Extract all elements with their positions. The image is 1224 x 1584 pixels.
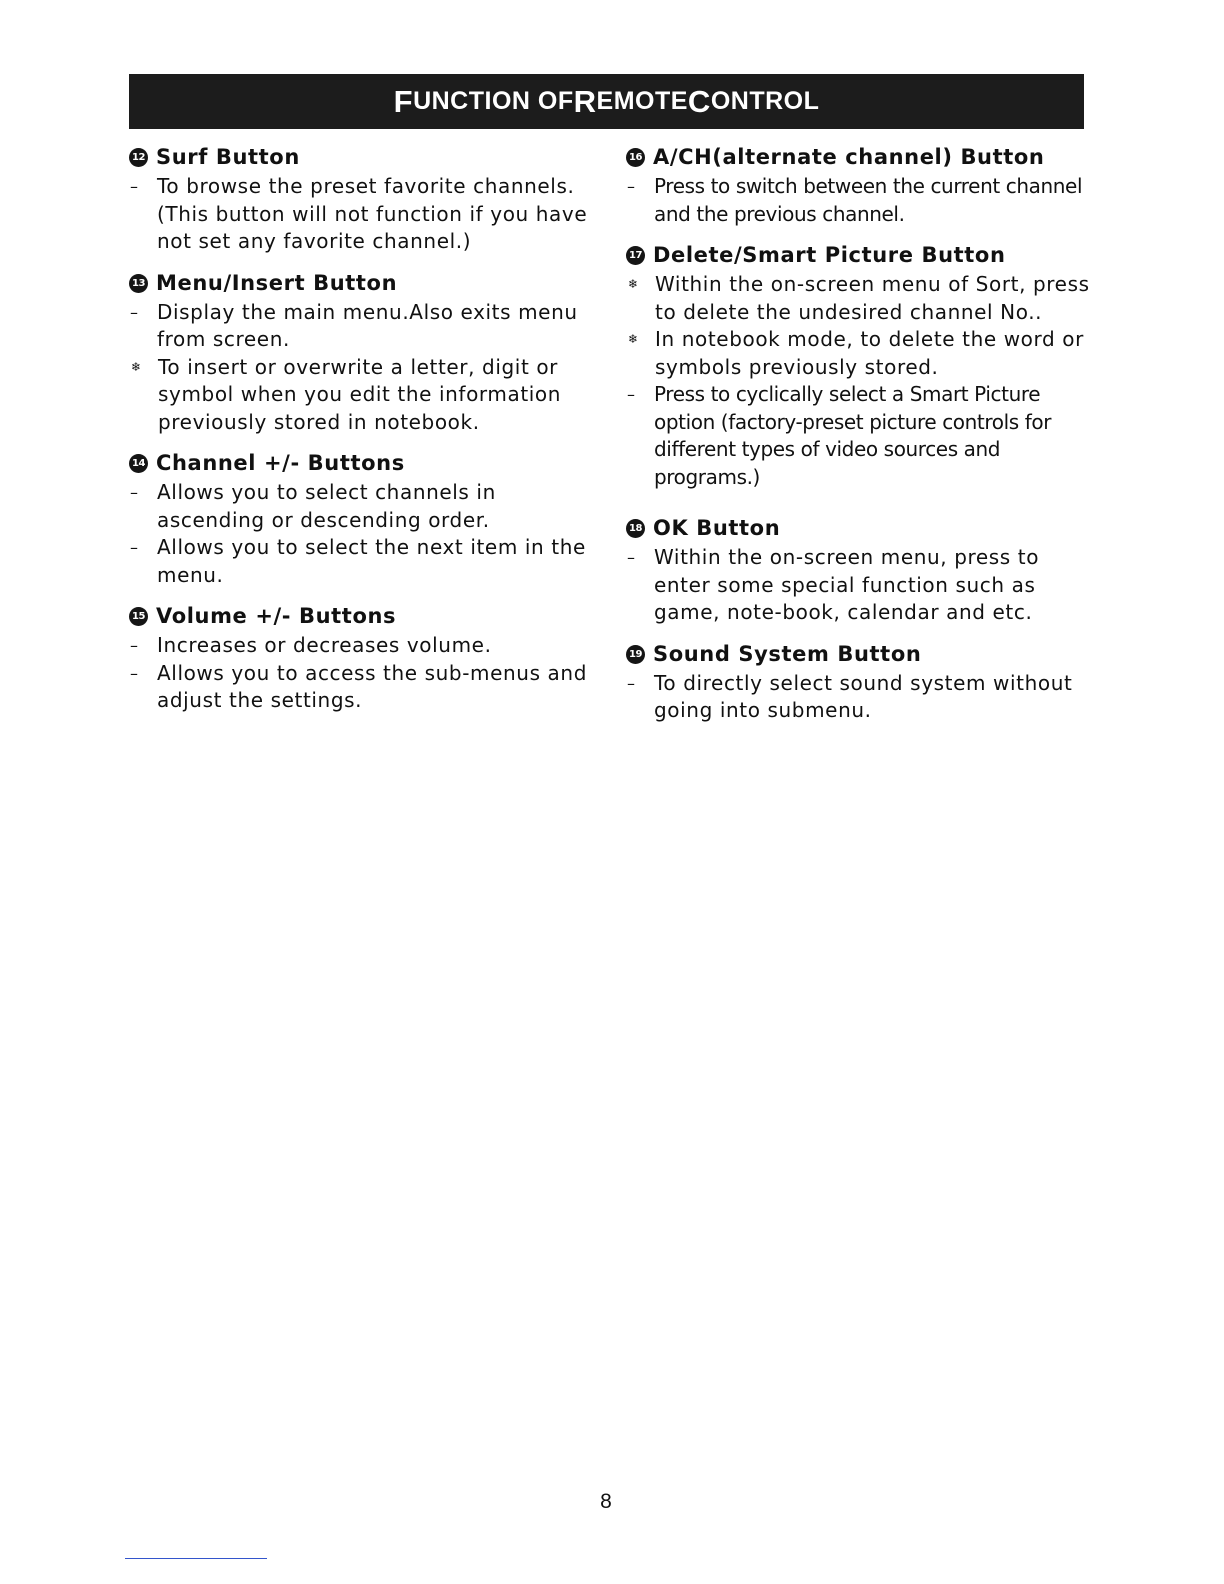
title-part: F [393, 83, 414, 119]
list-item [129, 299, 599, 354]
list-item [626, 326, 1096, 381]
section-heading [129, 601, 599, 632]
item-text: To insert or overwrite a letter, digit or symbol when you edit the information previously stored in notebook. [158, 354, 562, 434]
number-14-icon: 14 [129, 454, 148, 473]
list-item [626, 670, 1096, 725]
number-19-icon: 19 [626, 645, 645, 664]
dash-bullet: – [130, 483, 139, 502]
number-18-icon: 18 [626, 519, 645, 538]
list-item [129, 632, 599, 660]
section-menu-insert-button [129, 268, 599, 437]
page-title [129, 74, 1084, 129]
title-part: C [687, 83, 711, 119]
title-part: UNCTION OF [413, 87, 574, 115]
dash-bullet: – [130, 538, 139, 557]
dash-bullet: – [130, 177, 139, 196]
footer-divider [125, 1558, 267, 1559]
section-surf-button [129, 142, 599, 256]
snowflake-bullet-icon: ❄ [628, 277, 639, 291]
list-item [129, 479, 599, 534]
item-text: Within the on-screen menu, press to enter some special function such as game, note-book, calendar and etc. [654, 545, 1040, 624]
heading-text: Channel +/- Buttons [156, 451, 405, 475]
heading-text: Sound System Button [653, 641, 922, 666]
list-item [129, 660, 599, 715]
item-text: To directly select sound system without going into submenu. [654, 670, 1073, 722]
list-item [626, 544, 1096, 627]
section-heading [129, 268, 599, 299]
title-part: ONTROL [710, 87, 820, 115]
item-text: Display the main menu.Also exits menu from screen. [157, 299, 578, 351]
section-heading [626, 142, 1096, 173]
item-text: Within the on-screen menu of Sort, press to delete the undesired channel No.. [655, 272, 1090, 324]
item-text: Allows you to access the sub-menus and adjust the settings. [157, 660, 587, 712]
title-part: R [573, 83, 597, 119]
section-heading [129, 448, 599, 479]
dash-bullet: – [627, 548, 636, 567]
list-item [129, 173, 599, 256]
section-ach-button [626, 142, 1096, 228]
page-number: 8 [600, 1490, 612, 1513]
number-17-icon: 17 [626, 246, 645, 265]
section-delete-smart-picture-button [626, 240, 1096, 491]
item-text: Allows you to select channels in ascending or descending order. [157, 480, 496, 532]
item-text: In notebook mode, to delete the word or symbols previously stored. [655, 327, 1084, 379]
item-text: To browse the preset favorite channels. (This button will not function if you have not set any favorite channel.) [157, 174, 588, 253]
section-sound-system-button [626, 639, 1096, 725]
heading-text: Surf Button [156, 145, 300, 169]
number-12-icon: 12 [129, 148, 148, 167]
item-text: Allows you to select the next item in the menu. [157, 535, 586, 587]
dash-bullet: – [130, 302, 139, 322]
item-text: Press to cyclically select a Smart Picture option (factory-preset picture controls for different types of video sources and programs.) [654, 382, 1052, 489]
snowflake-bullet-icon: ❄ [131, 359, 142, 374]
list-item [626, 271, 1096, 326]
section-heading [626, 513, 1096, 544]
number-15-icon: 15 [129, 607, 148, 626]
list-item [626, 173, 1096, 228]
item-text: Press to switch between the current channel and the previous channel. [654, 174, 1083, 226]
section-channel-buttons [129, 448, 599, 589]
number-16-icon: 16 [626, 148, 645, 167]
section-heading [626, 639, 1096, 670]
dash-bullet: – [627, 385, 635, 404]
right-column [626, 142, 1096, 737]
list-item [626, 381, 1096, 491]
heading-text: Delete/Smart Picture Button [653, 243, 1006, 267]
title-part: EMOTE [596, 87, 688, 115]
left-column [129, 142, 599, 727]
dash-bullet: – [627, 673, 636, 693]
heading-text: OK Button [653, 516, 781, 540]
section-heading [626, 240, 1096, 271]
section-volume-buttons [129, 601, 599, 715]
list-item [129, 354, 599, 437]
heading-text: Volume +/- Buttons [156, 604, 397, 628]
snowflake-bullet-icon: ❄ [628, 332, 639, 346]
section-heading [129, 142, 599, 173]
dash-bullet: – [130, 663, 139, 683]
item-text: Increases or decreases volume. [157, 633, 492, 657]
heading-text: A/CH(alternate channel) Button [653, 145, 1045, 169]
heading-text: Menu/Insert Button [156, 270, 398, 295]
dash-bullet: – [627, 177, 635, 196]
section-ok-button [626, 513, 1096, 627]
dash-bullet: – [130, 636, 139, 655]
list-item [129, 534, 599, 589]
number-13-icon: 13 [129, 274, 148, 293]
